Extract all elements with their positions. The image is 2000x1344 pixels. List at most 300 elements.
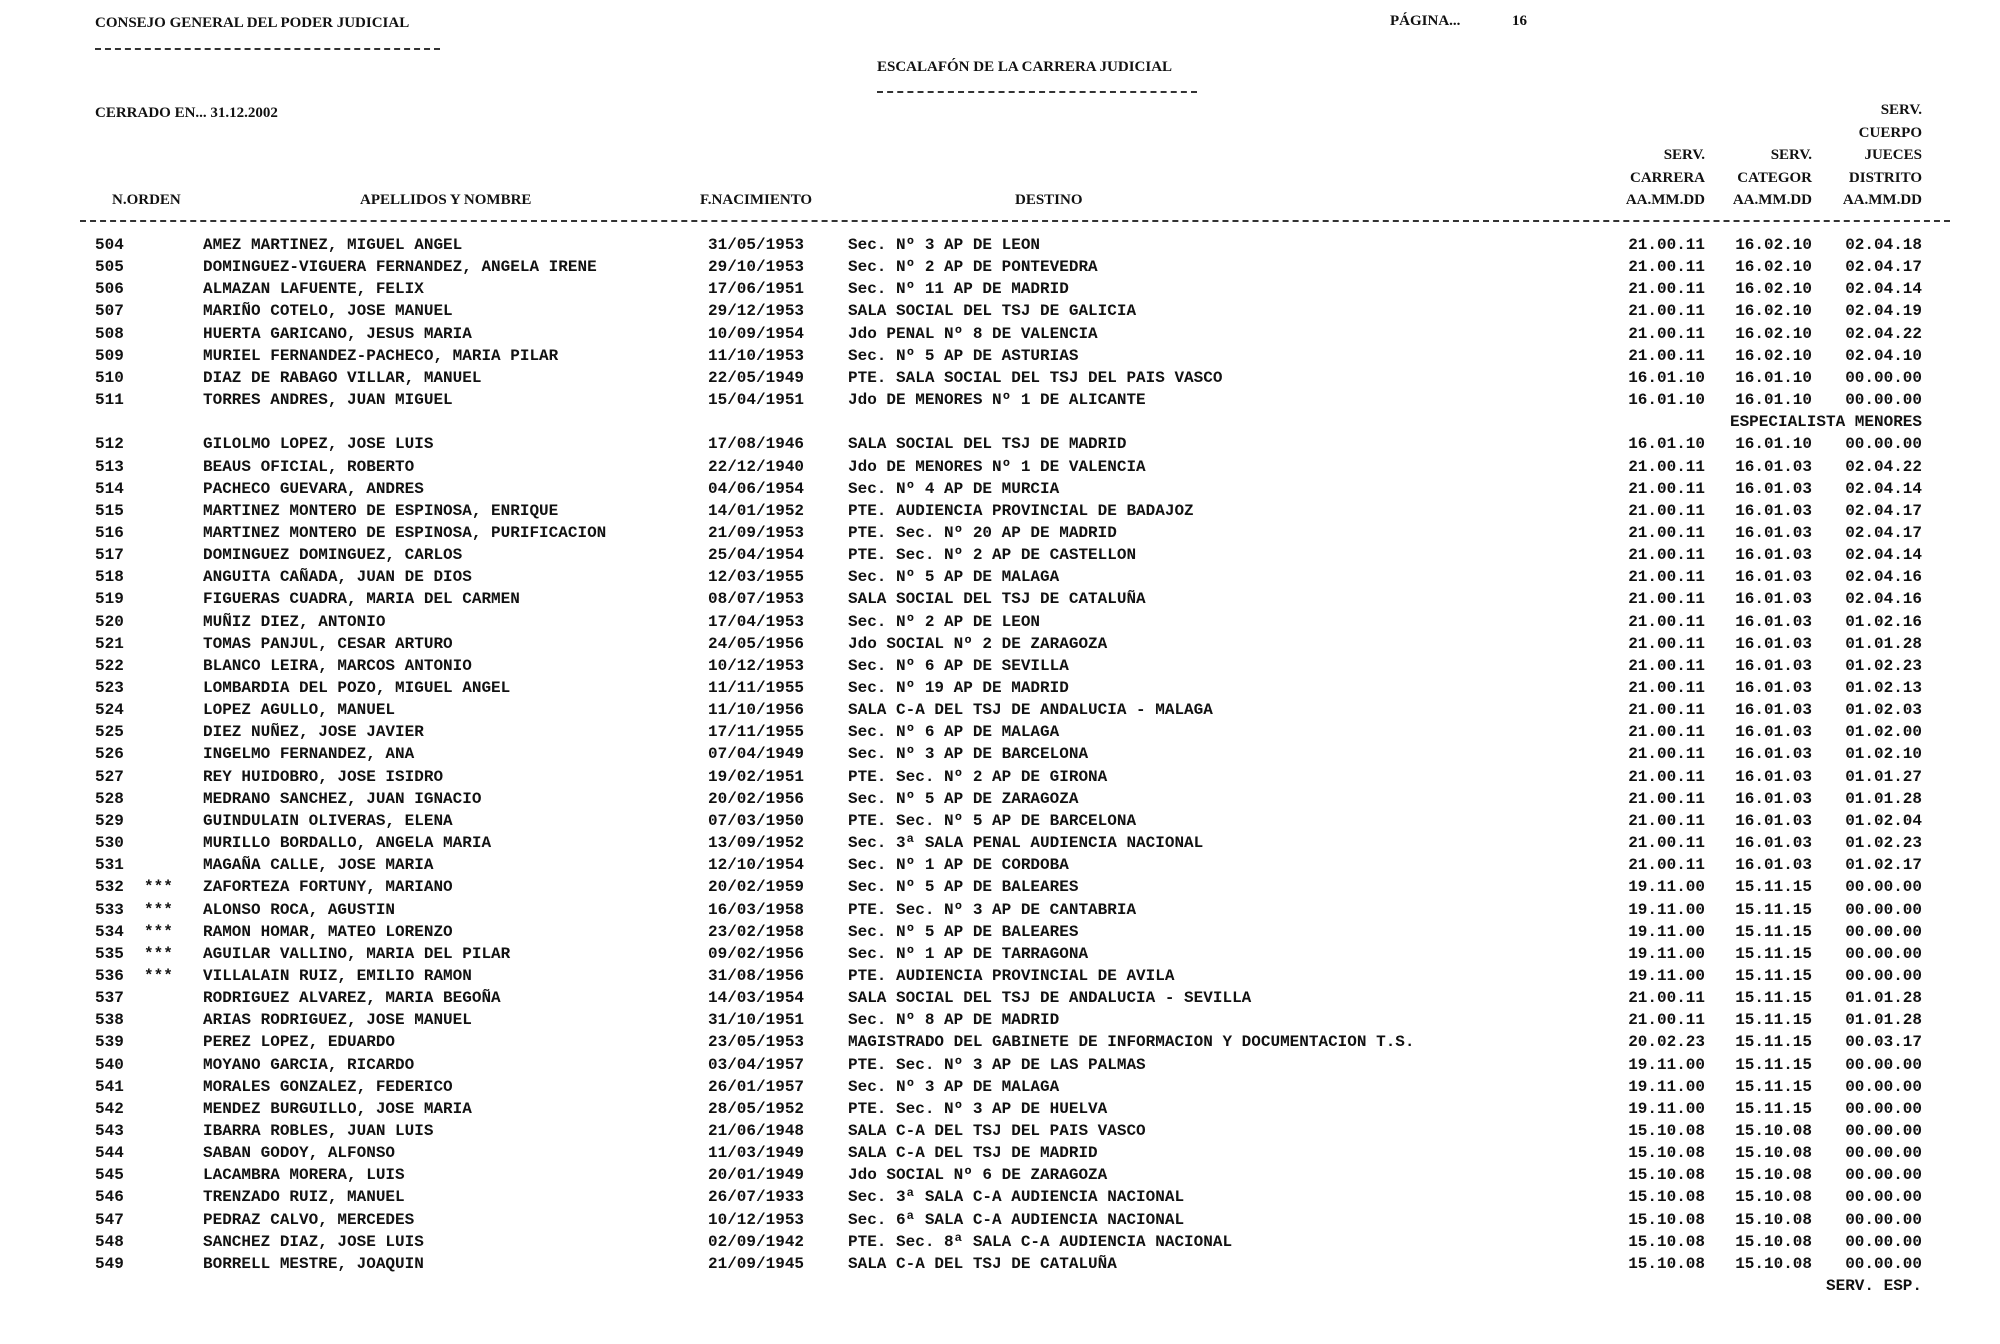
destination: SALA C-A DEL TSJ DEL PAIS VASCO [848,1122,1146,1140]
destination: PTE. AUDIENCIA PROVINCIAL DE BADAJOZ [848,501,1194,520]
serv-categor: 15.11.15 [1735,1055,1812,1074]
full-name: ARIAS RODRIGUEZ, JOSE MANUEL [203,1011,472,1030]
table-row [0,301,2000,323]
orden-number: 504 [95,236,124,254]
serv-categor: 16.02.10 [1735,346,1812,365]
serv-carrera: 21.00.11 [1628,590,1705,609]
serv-carrera: 19.11.00 [1628,922,1705,941]
serv-categor: 16.01.03 [1735,457,1812,476]
serv-distrito: 00.00.00 [1845,878,1922,897]
birth-date: 11/03/1949 [708,1144,805,1163]
serv-carrera: 21.00.11 [1628,679,1705,697]
seniority-mark: *** [144,966,173,985]
serv-carrera: 21.00.11 [1628,346,1705,365]
birth-date: 29/10/1953 [708,258,805,277]
serv-distrito: 01.01.28 [1845,1011,1922,1030]
table-row [0,523,2000,545]
serv-distrito: 00.00.00 [1845,1166,1922,1185]
destination: Sec. Nº 1 AP DE TARRAGONA [848,944,1089,963]
serv-categor: 15.11.15 [1735,922,1812,941]
destination: SALA C-A DEL TSJ DE ANDALUCIA - MALAGA [848,701,1213,720]
destination: Jdo SOCIAL Nº 6 DE ZARAGOZA [848,1166,1108,1185]
serv-categor: 15.10.08 [1735,1122,1812,1140]
closed-date: CERRADO EN... 31.12.2002 [95,105,278,121]
serv-carrera: 21.00.11 [1628,546,1705,565]
col-header-carrera: CARRERA [1630,169,1705,186]
birth-date: 20/01/1949 [708,1166,805,1185]
serv-categor: 15.11.15 [1735,878,1812,897]
serv-categor: 15.10.08 [1735,1166,1812,1185]
serv-carrera: 21.00.11 [1628,236,1705,254]
birth-date: 13/09/1952 [708,834,805,853]
destination: SALA SOCIAL DEL TSJ DE CATALUÑA [848,590,1146,609]
serv-carrera: 15.10.08 [1628,1254,1705,1273]
serv-categor: 15.10.08 [1735,1144,1812,1163]
serv-distrito: 01.02.00 [1845,723,1922,742]
orden-number: 515 [95,501,124,520]
full-name: LOMBARDIA DEL POZO, MIGUEL ANGEL [203,679,511,697]
serv-distrito: 02.04.22 [1845,457,1922,476]
orden-number: 522 [95,656,124,675]
full-name: MENDEZ BURGUILLO, JOSE MARIA [203,1099,472,1118]
birth-date: 21/06/1948 [708,1122,805,1140]
serv-distrito: 02.04.16 [1845,590,1922,609]
full-name: PEREZ LOPEZ, EDUARDO [203,1033,396,1052]
full-name: FIGUERAS CUADRA, MARIA DEL CARMEN [203,590,520,609]
table-row [0,390,2000,412]
full-name: TOMAS PANJUL, CESAR ARTURO [203,634,453,653]
serv-carrera: 16.01.10 [1628,391,1705,410]
destination: Sec. Nº 4 AP DE MURCIA [848,479,1060,498]
birth-date: 26/07/1933 [708,1188,805,1207]
destination: PTE. Sec. Nº 2 AP DE CASTELLON [848,546,1137,565]
table-row [0,1010,2000,1032]
table-row [0,279,2000,301]
birth-date: 23/02/1958 [708,922,805,941]
serv-distrito: 00.00.00 [1845,435,1922,454]
full-name: INGELMO FERNANDEZ, ANA [203,745,415,764]
full-name: ALMAZAN LAFUENTE, FELIX [203,280,424,299]
serv-categor: 16.01.03 [1735,811,1812,830]
orden-number: 525 [95,723,124,742]
destination: Sec. Nº 5 AP DE ZARAGOZA [848,789,1079,808]
table-row [0,988,2000,1010]
serv-carrera: 21.00.11 [1628,656,1705,675]
serv-distrito: 00.00.00 [1845,1232,1922,1251]
serv-distrito: 00.00.00 [1845,391,1922,410]
birth-date: 14/03/1954 [708,989,805,1008]
destination: Sec. Nº 11 AP DE MADRID [848,280,1069,299]
col-header-distrito: JUECES [1864,147,1922,163]
table-row [0,545,2000,567]
birth-date: 17/08/1946 [708,435,805,454]
full-name: MOYANO GARCIA, RICARDO [203,1055,415,1074]
orden-number: 532 [95,878,124,897]
serv-carrera: 21.00.11 [1628,280,1705,299]
orden-number: 535 [95,944,124,963]
table-row [0,1077,2000,1099]
orden-number: 537 [95,989,124,1008]
serv-distrito: 02.04.16 [1845,568,1922,587]
full-name: RAMON HOMAR, MATEO LORENZO [203,922,453,941]
orden-number: 526 [95,745,124,764]
serv-carrera: 19.11.00 [1628,1077,1705,1096]
orden-number: 548 [95,1232,124,1251]
orden-number: 518 [95,568,124,587]
serv-carrera: 19.11.00 [1628,944,1705,963]
orden-number: 529 [95,811,124,830]
orden-number: 536 [95,966,124,985]
orden-number: 538 [95,1011,124,1030]
serv-carrera: 19.11.00 [1628,966,1705,985]
full-name: MAGAÑA CALLE, JOSE MARIA [203,856,434,875]
birth-date: 09/02/1956 [708,944,805,963]
serv-distrito: 02.04.19 [1845,302,1922,321]
destination: Sec. Nº 5 AP DE BALEARES [848,878,1079,897]
birth-date: 08/07/1953 [708,590,805,609]
table-row [0,833,2000,855]
serv-distrito: 02.04.22 [1845,324,1922,343]
serv-distrito: 01.02.10 [1845,745,1922,764]
col-header-categor: SERV. [1770,147,1812,163]
serv-distrito: 01.02.03 [1845,701,1922,720]
serv-distrito: 02.04.10 [1845,346,1922,365]
birth-date: 12/10/1954 [708,856,805,875]
table-row [0,634,2000,656]
full-name: MARIÑO COTELO, JOSE MANUEL [203,302,453,321]
serv-categor: 15.11.15 [1735,1099,1812,1118]
serv-categor: 15.11.15 [1735,1077,1812,1096]
serv-distrito: 01.02.23 [1845,834,1922,853]
serv-categor: 16.01.03 [1735,701,1812,720]
orden-number: 519 [95,590,124,609]
serv-distrito: 01.01.28 [1845,989,1922,1008]
orden-number: 507 [95,302,124,321]
full-name: MARTINEZ MONTERO DE ESPINOSA, ENRIQUE [203,501,559,520]
birth-date: 31/08/1956 [708,966,805,985]
destination: MAGISTRADO DEL GABINETE DE INFORMACION Y DOCUMENTACION T.S. [848,1033,1415,1052]
table-row [0,457,2000,479]
birth-date: 29/12/1953 [708,302,805,321]
table-row [0,1165,2000,1187]
destination: PTE. Sec. Nº 5 AP DE BARCELONA [848,811,1137,830]
orden-number: 547 [95,1210,124,1229]
destination: Sec. Nº 19 AP DE MADRID [848,679,1069,697]
table-row [0,1121,2000,1143]
destination: Sec. Nº 1 AP DE CORDOBA [848,856,1069,875]
full-name: RODRIGUEZ ALVAREZ, MARIA BEGOÑA [203,989,501,1008]
destination: Sec. Nº 5 AP DE MALAGA [848,568,1060,587]
birth-date: 04/06/1954 [708,479,805,498]
serv-distrito: 00.00.00 [1845,1144,1922,1163]
birth-date: 17/04/1953 [708,612,805,631]
destination: Sec. 6ª SALA C-A AUDIENCIA NACIONAL [848,1210,1185,1229]
full-name: MORALES GONZALEZ, FEDERICO [203,1077,453,1096]
table-row [0,767,2000,789]
row-note: SERV. ESP. [1825,1277,1922,1296]
destination: PTE. Sec. Nº 3 AP DE CANTABRIA [848,900,1137,919]
serv-categor: 16.01.03 [1735,767,1812,786]
orden-number: 511 [95,391,124,410]
col-header-orden: N.ORDEN [112,192,181,208]
birth-date: 02/09/1942 [708,1232,805,1251]
full-name: GILOLMO LOPEZ, JOSE LUIS [203,435,434,454]
full-name: PEDRAZ CALVO, MERCEDES [203,1210,415,1229]
table-row [0,877,2000,899]
serv-distrito: 02.04.18 [1845,236,1922,254]
serv-categor: 15.11.15 [1735,966,1812,985]
seniority-mark: *** [144,922,173,941]
serv-carrera: 19.11.00 [1628,1099,1705,1118]
serv-categor: 16.01.03 [1735,634,1812,653]
serv-carrera: 21.00.11 [1628,501,1705,520]
orden-number: 512 [95,435,124,454]
serv-carrera: 21.00.11 [1628,723,1705,742]
orden-number: 530 [95,834,124,853]
orden-number: 509 [95,346,124,365]
table-row [0,966,2000,988]
orden-number: 546 [95,1188,124,1207]
orden-number: 524 [95,701,124,720]
seniority-mark: *** [144,878,173,897]
full-name: ALONSO ROCA, AGUSTIN [203,900,396,919]
birth-date: 19/02/1951 [708,767,805,786]
col-header-categor: CATEGOR [1737,169,1812,186]
organization-name: CONSEJO GENERAL DEL PODER JUDICIAL [95,15,410,31]
full-name: BORRELL MESTRE, JOAQUIN [203,1254,424,1273]
full-name: LOPEZ AGULLO, MANUEL [203,701,396,720]
orden-number: 543 [95,1122,124,1140]
orden-number: 516 [95,523,124,542]
serv-distrito: 01.02.23 [1845,656,1922,675]
table-row [0,700,2000,722]
table-row [0,501,2000,523]
serv-categor: 16.01.03 [1735,546,1812,565]
full-name: MURIEL FERNANDEZ-PACHECO, MARIA PILAR [203,346,559,365]
orden-number: 549 [95,1254,124,1273]
serv-carrera: 21.00.11 [1628,767,1705,786]
page-number: 16 [1512,13,1527,29]
full-name: ANGUITA CAÑADA, JUAN DE DIOS [203,568,472,587]
col-header-destino: DESTINO [1015,192,1083,208]
table-row [0,656,2000,678]
destination: Sec. Nº 2 AP DE PONTEVEDRA [848,258,1098,277]
table-row [0,368,2000,390]
serv-categor: 16.01.03 [1735,523,1812,542]
serv-categor: 16.02.10 [1735,324,1812,343]
table-row [0,612,2000,634]
birth-date: 25/04/1954 [708,546,805,565]
destination: PTE. AUDIENCIA PROVINCIAL DE AVILA [848,966,1175,985]
full-name: IBARRA ROBLES, JUAN LUIS [203,1122,434,1140]
full-name: MARTINEZ MONTERO DE ESPINOSA, PURIFICACION [203,523,607,542]
full-name: SANCHEZ DIAZ, JOSE LUIS [203,1232,424,1251]
table-row [0,1143,2000,1165]
serv-distrito: 02.04.14 [1845,546,1922,565]
serv-distrito: 01.02.17 [1845,856,1922,875]
row-note: ESPECIALISTA MENORES [1729,413,1922,432]
orden-number: 545 [95,1166,124,1185]
serv-categor: 15.11.15 [1735,1033,1812,1052]
serv-carrera: 16.01.10 [1628,368,1705,387]
serv-distrito: 02.04.17 [1845,258,1922,277]
full-name: ZAFORTEZA FORTUNY, MARIANO [203,878,453,897]
serv-distrito: 02.04.14 [1845,479,1922,498]
destination: SALA SOCIAL DEL TSJ DE GALICIA [848,302,1137,321]
serv-categor: 16.01.03 [1735,723,1812,742]
birth-date: 21/09/1953 [708,523,805,542]
destination: PTE. SALA SOCIAL DEL TSJ DEL PAIS VASCO [848,368,1223,387]
serv-carrera: 21.00.11 [1628,634,1705,653]
col-header-distrito: DISTRITO [1848,169,1922,186]
destination: PTE. Sec. Nº 20 AP DE MADRID [848,523,1117,542]
serv-distrito: 01.02.04 [1845,811,1922,830]
page-label: PÁGINA... [1390,13,1461,29]
serv-categor: 15.10.08 [1735,1254,1812,1273]
orden-number: 508 [95,324,124,343]
birth-date: 31/05/1953 [708,236,805,254]
table-row [0,589,2000,611]
table-row [0,235,2000,257]
destination: SALA SOCIAL DEL TSJ DE ANDALUCIA - SEVILLA [848,989,1252,1008]
destination: Sec. Nº 5 AP DE BALEARES [848,922,1079,941]
destination: Sec. 3ª SALA PENAL AUDIENCIA NACIONAL [848,834,1204,853]
serv-carrera: 21.00.11 [1628,479,1705,498]
serv-categor: 16.02.10 [1735,302,1812,321]
table-row [0,324,2000,346]
orden-number: 528 [95,789,124,808]
table-row [0,434,2000,456]
orden-number: 541 [95,1077,124,1096]
birth-date: 31/10/1951 [708,1011,805,1030]
serv-categor: 15.10.08 [1735,1232,1812,1251]
destination: Jdo PENAL Nº 8 DE VALENCIA [848,324,1098,343]
serv-carrera: 16.01.10 [1628,435,1705,454]
serv-categor: 16.01.10 [1735,435,1812,454]
header-divider [80,220,1950,222]
table-row [0,257,2000,279]
birth-date: 22/05/1949 [708,368,805,387]
serv-carrera: 21.00.11 [1628,745,1705,764]
serv-categor: 16.01.10 [1735,368,1812,387]
serv-carrera: 15.10.08 [1628,1210,1705,1229]
table-row [0,567,2000,589]
destination: PTE. Sec. Nº 3 AP DE HUELVA [848,1099,1108,1118]
serv-carrera: 15.10.08 [1628,1122,1705,1140]
serv-categor: 16.01.03 [1735,679,1812,697]
table-row [0,789,2000,811]
serv-categor: 16.01.03 [1735,612,1812,631]
orden-number: 521 [95,634,124,653]
serv-carrera: 15.10.08 [1628,1144,1705,1163]
serv-distrito: 00.00.00 [1845,1055,1922,1074]
birth-date: 17/06/1951 [708,280,805,299]
serv-distrito: 00.00.00 [1845,1188,1922,1207]
orden-number: 542 [95,1099,124,1118]
serv-distrito: 00.00.00 [1845,1122,1922,1140]
table-row [0,744,2000,766]
orden-number: 544 [95,1144,124,1163]
full-name: DIAZ DE RABAGO VILLAR, MANUEL [203,368,482,387]
table-row [0,1254,2000,1276]
serv-carrera: 15.10.08 [1628,1232,1705,1251]
destination: PTE. Sec. Nº 2 AP DE GIRONA [848,767,1108,786]
birth-date: 07/04/1949 [708,745,805,764]
title-underline [877,91,1197,93]
serv-categor: 15.10.08 [1735,1210,1812,1229]
destination: SALA C-A DEL TSJ DE MADRID [848,1144,1098,1163]
serv-categor: 16.02.10 [1735,236,1812,254]
destination: Sec. Nº 2 AP DE LEON [848,612,1041,631]
serv-carrera: 19.11.00 [1628,900,1705,919]
table-row [0,1210,2000,1232]
serv-categor: 16.01.03 [1735,745,1812,764]
destination: Sec. Nº 3 AP DE LEON [848,236,1041,254]
serv-carrera: 21.00.11 [1628,568,1705,587]
serv-carrera: 15.10.08 [1628,1166,1705,1185]
serv-categor: 16.01.03 [1735,789,1812,808]
full-name: DOMINGUEZ DOMINGUEZ, CARLOS [203,546,463,565]
seniority-mark: *** [144,944,173,963]
serv-categor: 16.01.03 [1735,656,1812,675]
birth-date: 22/12/1940 [708,457,805,476]
full-name: MUÑIZ DIEZ, ANTONIO [203,612,386,631]
destination: Sec. Nº 6 AP DE MALAGA [848,723,1060,742]
serv-categor: 15.11.15 [1735,944,1812,963]
serv-carrera: 21.00.11 [1628,701,1705,720]
birth-date: 28/05/1952 [708,1099,805,1118]
destination: PTE. Sec. Nº 3 AP DE LAS PALMAS [848,1055,1146,1074]
destination: SALA SOCIAL DEL TSJ DE MADRID [848,435,1127,454]
full-name: TORRES ANDRES, JUAN MIGUEL [203,391,453,410]
serv-categor: 16.02.10 [1735,280,1812,299]
birth-date: 24/05/1956 [708,634,805,653]
full-name: MURILLO BORDALLO, ANGELA MARIA [203,834,492,853]
orden-number: 531 [95,856,124,875]
birth-date: 15/04/1951 [708,391,805,410]
orden-number: 510 [95,368,124,387]
serv-distrito: 00.00.00 [1845,1077,1922,1096]
orden-number: 513 [95,457,124,476]
serv-categor: 16.02.10 [1735,258,1812,277]
orden-number: 506 [95,280,124,299]
full-name: DIEZ NUÑEZ, JOSE JAVIER [203,723,424,742]
full-name: AMEZ MARTINEZ, MIGUEL ANGEL [203,236,463,254]
full-name: VILLALAIN RUIZ, EMILIO RAMON [203,966,472,985]
full-name: PACHECO GUEVARA, ANDRES [203,479,424,498]
serv-carrera: 21.00.11 [1628,789,1705,808]
serv-categor: 16.01.03 [1735,590,1812,609]
serv-distrito: 02.04.14 [1845,280,1922,299]
col-header-distrito: AA.MM.DD [1842,192,1922,208]
birth-date: 20/02/1959 [708,878,805,897]
birth-date: 23/05/1953 [708,1033,805,1052]
destination: Jdo DE MENORES Nº 1 DE ALICANTE [848,391,1146,410]
birth-date: 10/12/1953 [708,656,805,675]
full-name: SABAN GODOY, ALFONSO [203,1144,396,1163]
serv-distrito: 00.00.00 [1845,1210,1922,1229]
serv-carrera: 21.00.11 [1628,856,1705,875]
birth-date: 17/11/1955 [708,723,805,742]
full-name: HUERTA GARICANO, JESUS MARIA [203,324,472,343]
birth-date: 26/01/1957 [708,1077,805,1096]
destination: Sec. 3ª SALA C-A AUDIENCIA NACIONAL [848,1188,1185,1207]
serv-carrera: 21.00.11 [1628,302,1705,321]
orden-number: 514 [95,479,124,498]
destination: Jdo SOCIAL Nº 2 DE ZARAGOZA [848,634,1108,653]
orden-number: 539 [95,1033,124,1052]
serv-categor: 16.01.10 [1735,391,1812,410]
